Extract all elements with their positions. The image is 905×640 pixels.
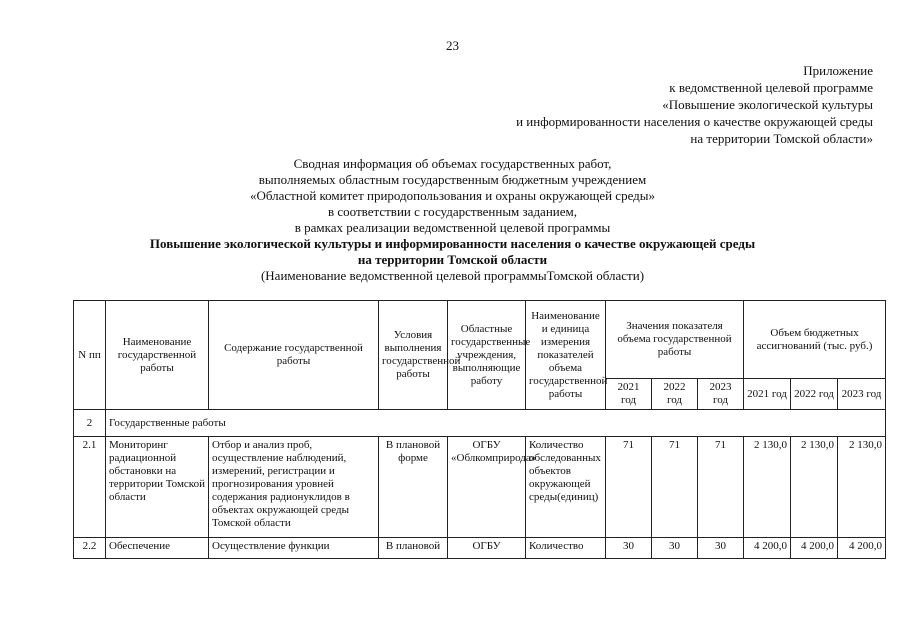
section-title: Государственные работы [106,410,886,437]
program-title: Повышение экологической культуры и информированности населения о качестве окружающей среды [149,236,756,251]
row-value-2022: 30 [652,538,698,559]
program-title-cont: на территории Томской области [357,252,548,267]
row-indicator: Количество обследованных объектов окружающей среды(единиц) [526,437,606,538]
header-budget-group: Объем бюджетных ассигнований (тыс. руб.) [744,301,886,379]
section-row [74,410,886,437]
row-num: 2.2 [74,538,106,559]
summary-line: «Областной комитет природопользования и охраны окружающей среды» [249,188,656,203]
row-budget-2022: 4 200,0 [791,538,838,559]
summary-line: в рамках реализации ведомственной целевой программы [294,220,611,235]
header-budget-2023: 2023 год [838,379,886,410]
header-conditions: Условия выполнения государственной работы [379,301,448,410]
row-institution: ОГБУ «Облкомприрода» [448,437,526,538]
header-budget-2022: 2022 год [791,379,838,410]
appendix-line: Приложение [803,63,873,78]
header-budget-2021: 2021 год [744,379,791,410]
header-values-group: Значения показателя объема государственной работы [606,301,744,379]
summary-heading [0,156,905,284]
row-indicator: Количество [526,538,606,559]
row-conditions: В плановой [379,538,448,559]
summary-line: Сводная информация об объемах государственных работ, [293,156,612,171]
header-value-2023: 2023 год [698,379,744,410]
row-budget-2021: 2 130,0 [744,437,791,538]
works-table [73,300,886,559]
row-num: 2.1 [74,437,106,538]
row-budget-2023: 4 200,0 [838,538,886,559]
table-row [74,538,886,559]
program-caption: (Наименование ведомственной целевой программыТомской области) [260,268,645,283]
table-row [74,437,886,538]
row-value-2023: 71 [698,437,744,538]
summary-line: в соответствии с государственным заданием, [328,204,577,219]
summary-line: выполняемых областным государственным бюджетным учреждением [258,172,647,187]
row-budget-2022: 2 130,0 [791,437,838,538]
header-num: N пп [74,301,106,410]
header-indicator: Наименование и единица измерения показателей объема государственной работы [526,301,606,410]
row-work-name: Обеспечение [106,538,209,559]
row-value-2021: 71 [606,437,652,538]
row-budget-2023: 2 130,0 [838,437,886,538]
row-value-2022: 71 [652,437,698,538]
appendix-line: «Повышение экологической культуры [662,97,873,112]
section-num: 2 [74,410,106,437]
row-budget-2021: 4 200,0 [744,538,791,559]
appendix-line: к ведомственной целевой программе [669,80,873,95]
appendix-line: на территории Томской области» [690,131,873,146]
row-work-name: Мониторинг радиационной обстановки на территории Томской области [106,437,209,538]
header-work-content: Содержание государственной работы [209,301,379,410]
header-value-2021: 2021 год [606,379,652,410]
header-work-name: Наименование государственной работы [106,301,209,410]
row-value-2021: 30 [606,538,652,559]
appendix-line: и информированности населения о качестве окружающей среды [516,114,873,129]
page-number: 23 [446,38,459,53]
header-value-2022: 2022 год [652,379,698,410]
header-institutions: Областные государственные учреждения, выполняющие работу [448,301,526,410]
row-work-content: Отбор и анализ проб, осуществление наблюдений, измерений, регистрации и прогнозирования уровней содержания радионуклидов в объектах окружающей среды Томской области [209,437,379,538]
row-work-content: Осуществление функции [209,538,379,559]
row-value-2023: 30 [698,538,744,559]
appendix-block [516,62,873,147]
row-institution: ОГБУ [448,538,526,559]
row-conditions: В плановой форме [379,437,448,538]
